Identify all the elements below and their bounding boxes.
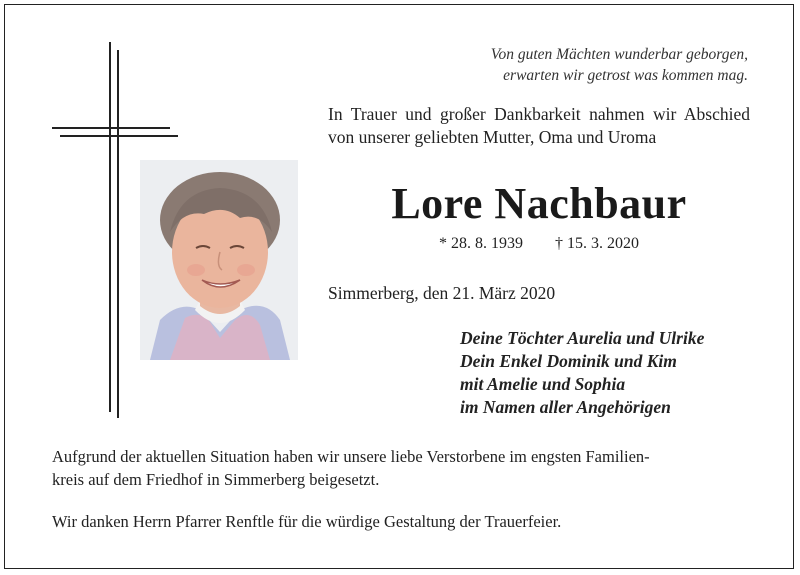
quote-line: Von guten Mächten wunderbar geborgen, <box>490 46 748 63</box>
family-line: Dein Enkel Dominik und Kim <box>460 351 677 371</box>
birth-date: * 28. 8. 1939 <box>439 235 523 252</box>
quote-line: erwarten wir getrost was kommen mag. <box>503 67 748 84</box>
thanks-text: Wir danken Herrn Pfarrer Renftle für die würdige Gestaltung der Trauerfeier. <box>52 512 562 531</box>
burial-notice <box>52 446 748 491</box>
family-signature <box>460 327 704 419</box>
deceased-name: Lore Nachbaur <box>391 179 687 228</box>
life-dates <box>328 235 750 253</box>
burial-notice-line: kreis auf dem Friedhof in Simmerberg beigesetzt. <box>52 469 380 489</box>
family-line: im Namen aller Angehörigen <box>460 397 671 417</box>
family-line: Deine Töchter Aurelia und Ulrike <box>460 328 705 348</box>
death-date: † 15. 3. 2020 <box>555 235 639 252</box>
portrait-photo <box>140 160 298 360</box>
family-line: mit Amelie und Sophia <box>460 374 626 394</box>
place-date: Simmerberg, den 21. März 2020 <box>328 283 556 303</box>
intro-text: In Trauer und großer Dankbarkeit nahmen wir Abschied von unserer geliebten Mutter, Oma und Uroma <box>328 104 750 147</box>
burial-notice-line: Aufgrund der aktuellen Situation haben wir unsere liebe Verstorbene im engsten Familien- <box>52 447 650 466</box>
quote <box>388 44 748 86</box>
